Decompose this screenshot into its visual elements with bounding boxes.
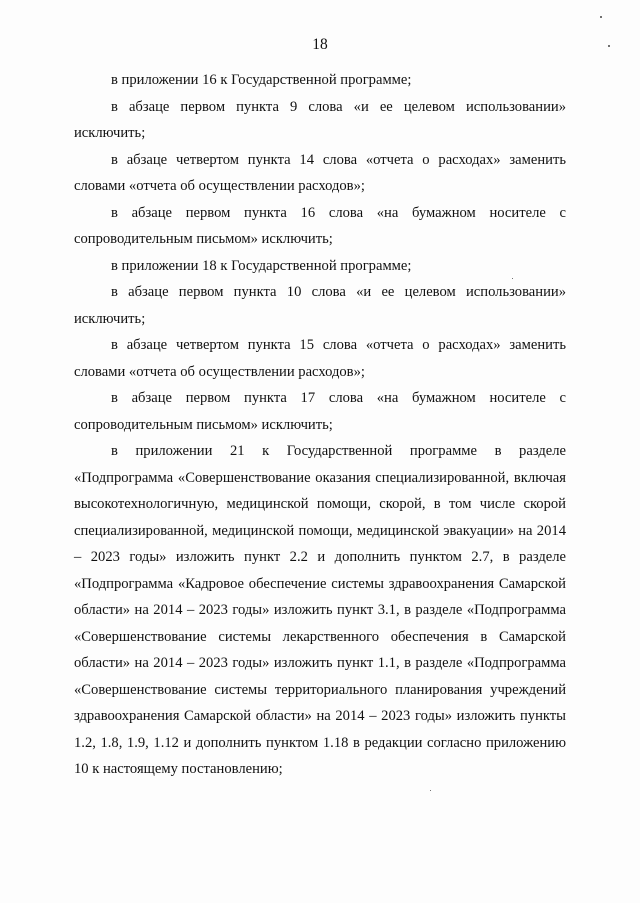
paragraph-item-9: в абзаце первом пункта 9 слова «и ее целевом использовании» исключить;	[74, 98, 566, 141]
paragraph-appendix-16: в приложении 16 к Государственной программе;	[111, 72, 412, 88]
paragraph-item-10: в абзаце первом пункта 10 слова «и ее целевом использовании» исключить;	[74, 284, 566, 327]
scan-speck	[430, 790, 431, 791]
scan-speck	[600, 16, 602, 18]
paragraph-item-14: в абзаце четвертом пункта 14 слова «отчета о расходах» заменить словами «отчета об осуществлении расходов»;	[74, 151, 566, 194]
scan-speck	[512, 278, 513, 279]
page-number: 18	[312, 36, 328, 53]
paragraph-item-16: в абзаце первом пункта 16 слова «на бумажном носителе с сопроводительным письмом» исключить;	[74, 204, 566, 247]
document-body	[74, 67, 566, 783]
scan-speck	[608, 45, 610, 47]
paragraph-item-15: в абзаце четвертом пункта 15 слова «отчета о расходах» заменить словами «отчета об осуществлении расходов»;	[74, 337, 566, 380]
paragraph-appendix-21: в приложении 21 к Государственной программе в разделе «Подпрограмма «Совершенствование оказания специализированной, включая высокотехнологичную, медицинской помощи, скорой, в том числе скорой специализированной, медицинской помощи, медицинской эвакуации» на 2014 – 2023 годы» изложить пункт 2.2 и дополнить пунктом 2.7, в разделе «Подпрограмма «Кадровое обеспечение системы здравоохранения Самарской области» на 2014 – 2023 годы» изложить пункт 3.1, в разделе «Подпрограмма «Совершенствование системы лекарственного обеспечения в Самарской области» на 2014 – 2023 годы» изложить пункт 1.1, в разделе «Подпрограмма «Совершенствование системы территориального планирования учреждений здравоохранения Самарской области» на 2014 – 2023 годы» изложить пункты 1.2, 1.8, 1.9, 1.12 и дополнить пунктом 1.18 в редакции согласно приложению 10 к настоящему постановлению;	[74, 443, 566, 777]
paragraph-item-17: в абзаце первом пункта 17 слова «на бумажном носителе с сопроводительным письмом» исключить;	[74, 390, 566, 433]
paragraph-appendix-18: в приложении 18 к Государственной программе;	[111, 257, 412, 274]
